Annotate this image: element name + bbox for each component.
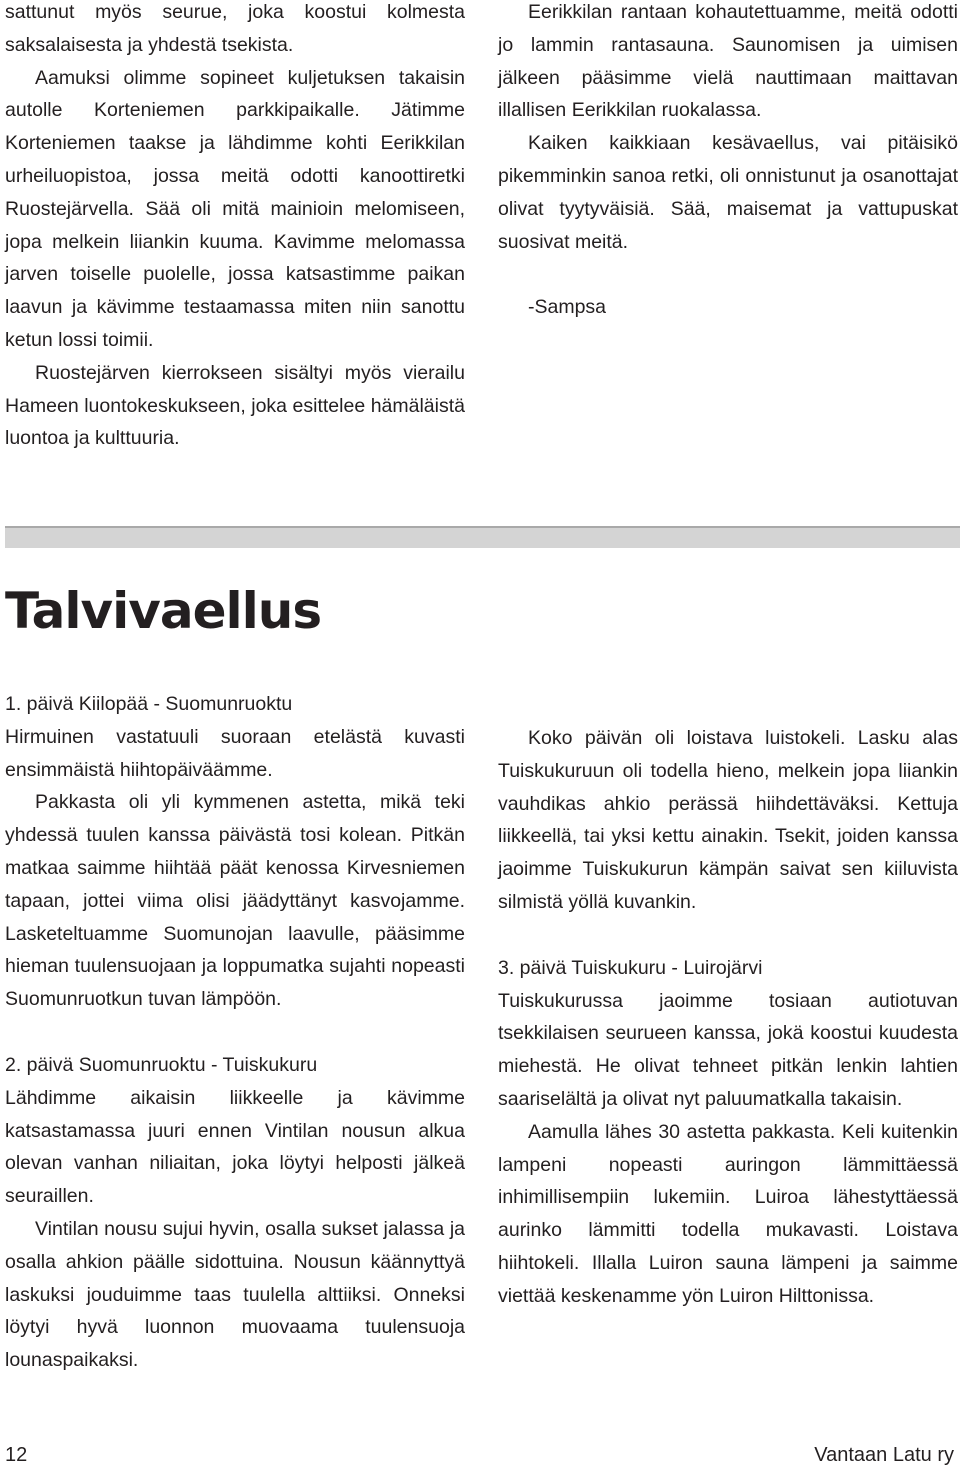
- article-column-top-left: [5, 0, 465, 455]
- paragraph: Koko päivän oli loistava luistokeli. Lasku alas Tuiskukuruun oli todella hieno, melkein jopa liiankin vauhdikas ahkio perässä hiihdettäväksi. Kettuja liikkeellä, tai yksi kettu ainakin. Tsekit, joiden kanssa jaoimme Tuiskukurun kämpän saivat sen kiiluvista silmistä yöllä kuvankin.: [498, 727, 958, 913]
- paragraph: Eerikkilan rantaan kohautettuamme, meitä odotti jo lammin rantasauna. Saunomisen ja uimisen jälkeen pääsimme vielä nauttimaan maittavan illallisen Eerikkilan ruokalassa.: [498, 1, 958, 122]
- paragraph: Vintilan nousu sujui hyvin, osalla sukset jalassa ja osalla ahkion päälle sidottuina. Nousun käännyttyä laskuksi jouduimme taas tuulella alttiiksi. Onneksi löytyi hyvä luonnon muovaama tuulensuoja lounaspaikaksi.: [5, 1217, 465, 1372]
- page-number: 12: [5, 1444, 28, 1466]
- paragraph: sattunut myös seurue, joka koostui kolmesta saksalaisesta ja yhdestä tsekista.: [5, 1, 465, 56]
- article-column-top-right: [498, 0, 958, 324]
- article-column-bottom-right: [498, 722, 958, 1313]
- paragraph: Aamuksi olimme sopineet kuljetuksen takaisin autolle Korteniemen parkkipaikalle. Jätimme Korteniemen taakse ja lähdimme kohti Eerikkilan urheiluopistoa, jossa meitä odotti kanoottiretki Ruostejärvella. Sää oli mitä mainioin melomiseen, jopa melkein liiankin kuuma. Kavimme melomassa jarven toiselle puolelle, jossa katsastimme paikan laavun ja kävimme testaamassa miten niin sanottu ketun lossi toimii.: [5, 66, 465, 351]
- publication-name: Vantaan Latu ry: [814, 1444, 954, 1466]
- author-signature: -Sampsa: [528, 296, 607, 319]
- day-title: 2. päivä Suomunruoktu - Tuiskukuru: [5, 1053, 318, 1076]
- paragraph: Hirmuinen vastatuuli suoraan etelästä kuvasti ensimmäistä hiihtopäiväämme.: [5, 725, 465, 781]
- day-title: 3. päivä Tuiskukuru - Luirojärvi: [498, 956, 763, 979]
- paragraph: Aamulla lähes 30 astetta pakkasta. Keli kuitenkin lampeni nopeasti auringon lämmittäessä inhimillisempiin lukemiin. Luiroa lähestyttäessä aurinko lämmitti todella mukavasti. Loistava hiihtokeli. Illalla Luiron sauna lämpeni ja saimme viettää keskenamme yön Luiron Hilttonissa.: [498, 1120, 958, 1307]
- section-heading: Talvivaellus: [5, 582, 322, 640]
- section-divider: [5, 526, 960, 548]
- article-column-bottom-left: [5, 688, 465, 1377]
- paragraph: Lähdimme aikaisin liikkeelle ja kävimme katsastamassa juuri ennen Vintilan nousun alkua olevan vanhan niliaitan, joka löytyi helposti jälkeä seuraillen.: [5, 1086, 465, 1208]
- paragraph: Tuiskukurussa jaoimme tosiaan autiotuvan tsekkilaisen seurueen kanssa, jokä koostui kuudesta miehestä. He olivat tehneet pitkän lenkin lahtien saariselältä ja olivat nyt paluumatkalla takaisin.: [498, 989, 958, 1110]
- paragraph: Ruostejärven kierrokseen sisältyi myös vierailu Hameen luontokeskukseen, joka esittelee hämäläistä luontoa ja kulttuuria.: [5, 361, 465, 450]
- paragraph: Pakkasta oli yli kymmenen astetta, mikä teki yhdessä tuulen kanssa päivästä tosi kolean. Pitkän matkaa saimme hiihtää päät kenossa Kirvesniemen tapaan, jottei viima olisi jäädyttänyt kasvojamme. Lasketeltuamme Suomunojan laavulle, pääsimme hieman tuulensuojaan ja loppumatka sujahti nopeasti Suomunruotkun tuvan lämpöön.: [5, 791, 465, 1011]
- paragraph: Kaiken kaikkiaan kesävaellus, vai pitäisikö pikemminkin sanoa retki, oli onnistunut ja osanottajat olivat tyytyväisiä. Sää, maisemat ja vattupuskat suosivat meitä.: [498, 132, 958, 253]
- day-title: 1. päivä Kiilopää - Suomunruoktu: [5, 693, 293, 715]
